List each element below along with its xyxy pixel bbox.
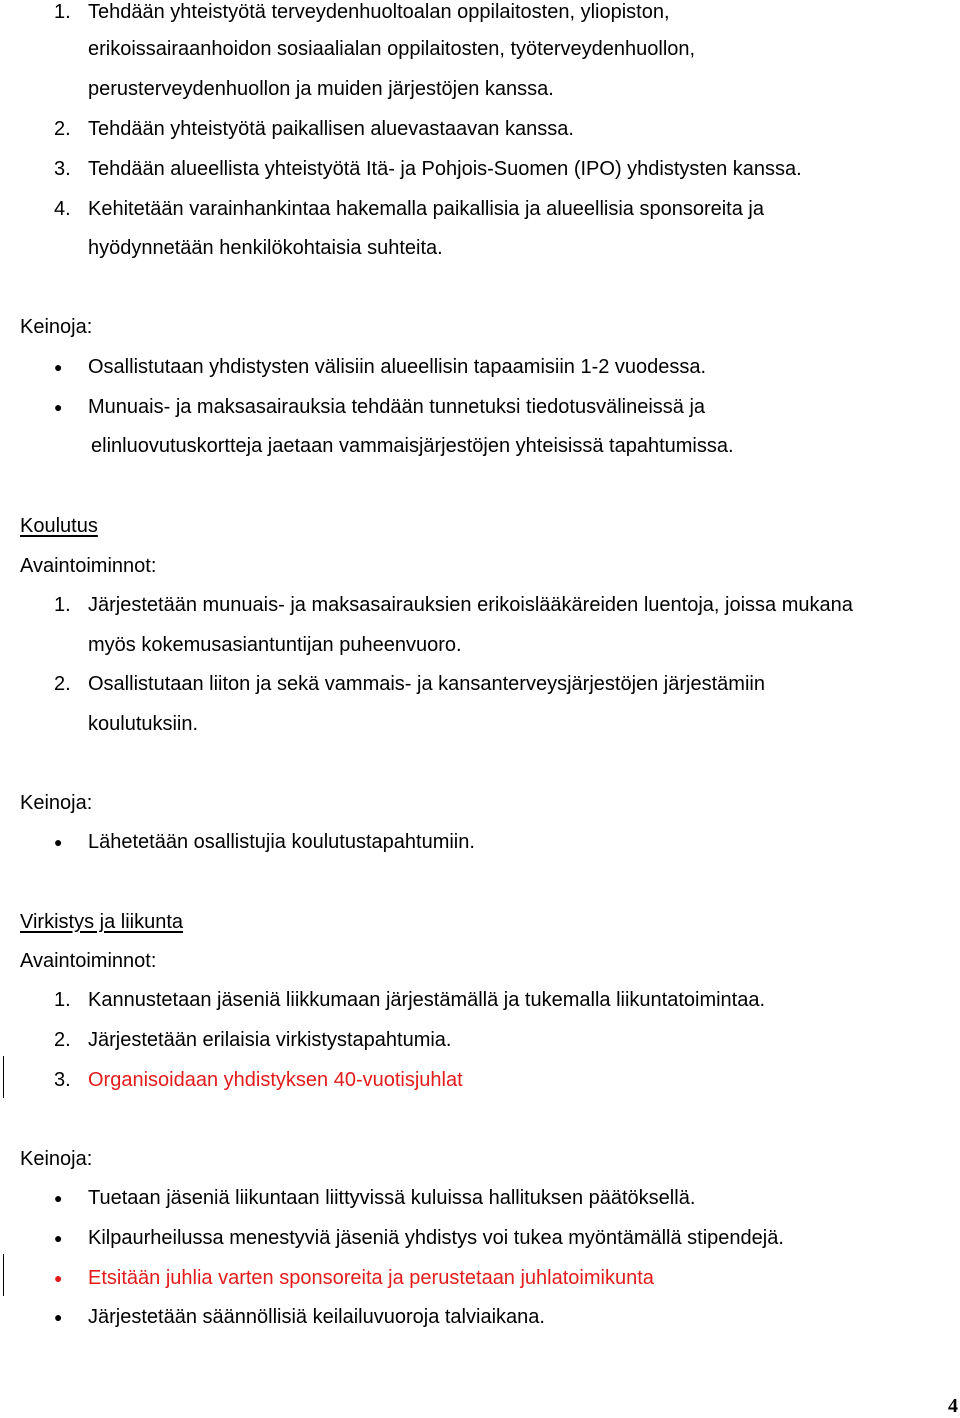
item-text: erikoissairaanhoidon sosiaalialan oppilaitosten, työterveydenhuollon, (88, 38, 696, 60)
item-text: Tehdään alueellista yhteistyötä Itä- ja Pohjois-Suomen (IPO) yhdistysten kanssa. (88, 158, 802, 180)
item-number: 2. (54, 1029, 71, 1051)
item-text: Kehitetään varainhankintaa hakemalla paikallisia ja alueellisia sponsoreita ja (88, 198, 764, 220)
bullet-text: Osallistutaan yhdistysten välisiin alueellisin tapaamisiin 1-2 vuodessa. (88, 356, 707, 378)
page-number: 4 (948, 1395, 958, 1417)
item-text: Kannustetaan jäseniä liikkumaan järjestämällä ja tukemalla liikuntatoimintaa. (88, 989, 766, 1011)
bullet-icon: ● (54, 1270, 63, 1286)
item-text-highlighted: Organisoidaan yhdistyksen 40-vuotisjuhlat (88, 1069, 463, 1091)
bullet-text-highlighted: Etsitään juhlia varten sponsoreita ja perustetaan juhlatoimikunta (88, 1267, 654, 1289)
keinoja-heading: Keinoja: (20, 316, 93, 338)
item-text: Tehdään yhteistyötä paikallisen aluevastaavan kanssa. (88, 118, 574, 140)
item-text: myös kokemusasiantuntijan puheenvuoro. (88, 634, 462, 656)
bullet-icon: ● (54, 359, 63, 375)
item-text: Osallistutaan liiton ja sekä vammais- ja kansanterveysjärjestöjen järjestämiin (88, 673, 765, 695)
item-text: hyödynnetään henkilökohtaisia suhteita. (88, 237, 443, 259)
avaintoiminnot-heading: Avaintoiminnot: (20, 950, 157, 972)
item-number: 1. (54, 989, 71, 1011)
item-text: Järjestetään munuais- ja maksasairauksien erikoislääkäreiden luentoja, joissa mukana (88, 594, 853, 616)
bullet-icon: ● (54, 1190, 63, 1206)
bullet-text: Kilpaurheilussa menestyviä jäseniä yhdistys voi tukea myöntämällä stipendejä. (88, 1227, 784, 1249)
item-number: 1. (54, 1, 71, 23)
item-text: perusterveydenhuollon ja muiden järjestöjen kanssa. (88, 78, 554, 100)
bullet-text: Lähetetään osallistujia koulutustapahtumiin. (88, 831, 475, 853)
item-number: 2. (54, 673, 71, 695)
bullet-text: Munuais- ja maksasairauksia tehdään tunnetuksi tiedotusvälineissä ja (88, 396, 706, 418)
bullet-icon: ● (54, 834, 63, 850)
revision-bar (3, 1254, 4, 1296)
item-number: 3. (54, 158, 71, 180)
bullet-icon: ● (54, 1230, 63, 1246)
item-number: 4. (54, 198, 71, 220)
revision-bar (3, 1056, 4, 1098)
bullet-text: elinluovutuskortteja jaetaan vammaisjärjestöjen yhteisissä tapahtumissa. (91, 435, 734, 457)
section-title-virkistys: Virkistys ja liikunta (20, 911, 184, 933)
bullet-icon: ● (54, 1309, 63, 1325)
bullet-icon: ● (54, 399, 63, 415)
bullet-text: Tuetaan jäseniä liikuntaan liittyvissä kuluissa hallituksen päätöksellä. (88, 1187, 696, 1209)
keinoja-heading: Keinoja: (20, 1148, 93, 1170)
keinoja-heading: Keinoja: (20, 792, 93, 814)
item-text: Tehdään yhteistyötä terveydenhuoltoalan oppilaitosten, yliopiston, (88, 1, 670, 23)
item-text: Järjestetään erilaisia virkistystapahtumia. (88, 1029, 452, 1051)
item-number: 3. (54, 1069, 71, 1091)
bullet-text: Järjestetään säännöllisiä keilailuvuoroja talviaikana. (88, 1306, 545, 1328)
item-text: koulutuksiin. (88, 713, 199, 735)
item-number: 1. (54, 594, 71, 616)
section-title-koulutus: Koulutus (20, 515, 98, 537)
avaintoiminnot-heading: Avaintoiminnot: (20, 555, 157, 577)
item-number: 2. (54, 118, 71, 140)
